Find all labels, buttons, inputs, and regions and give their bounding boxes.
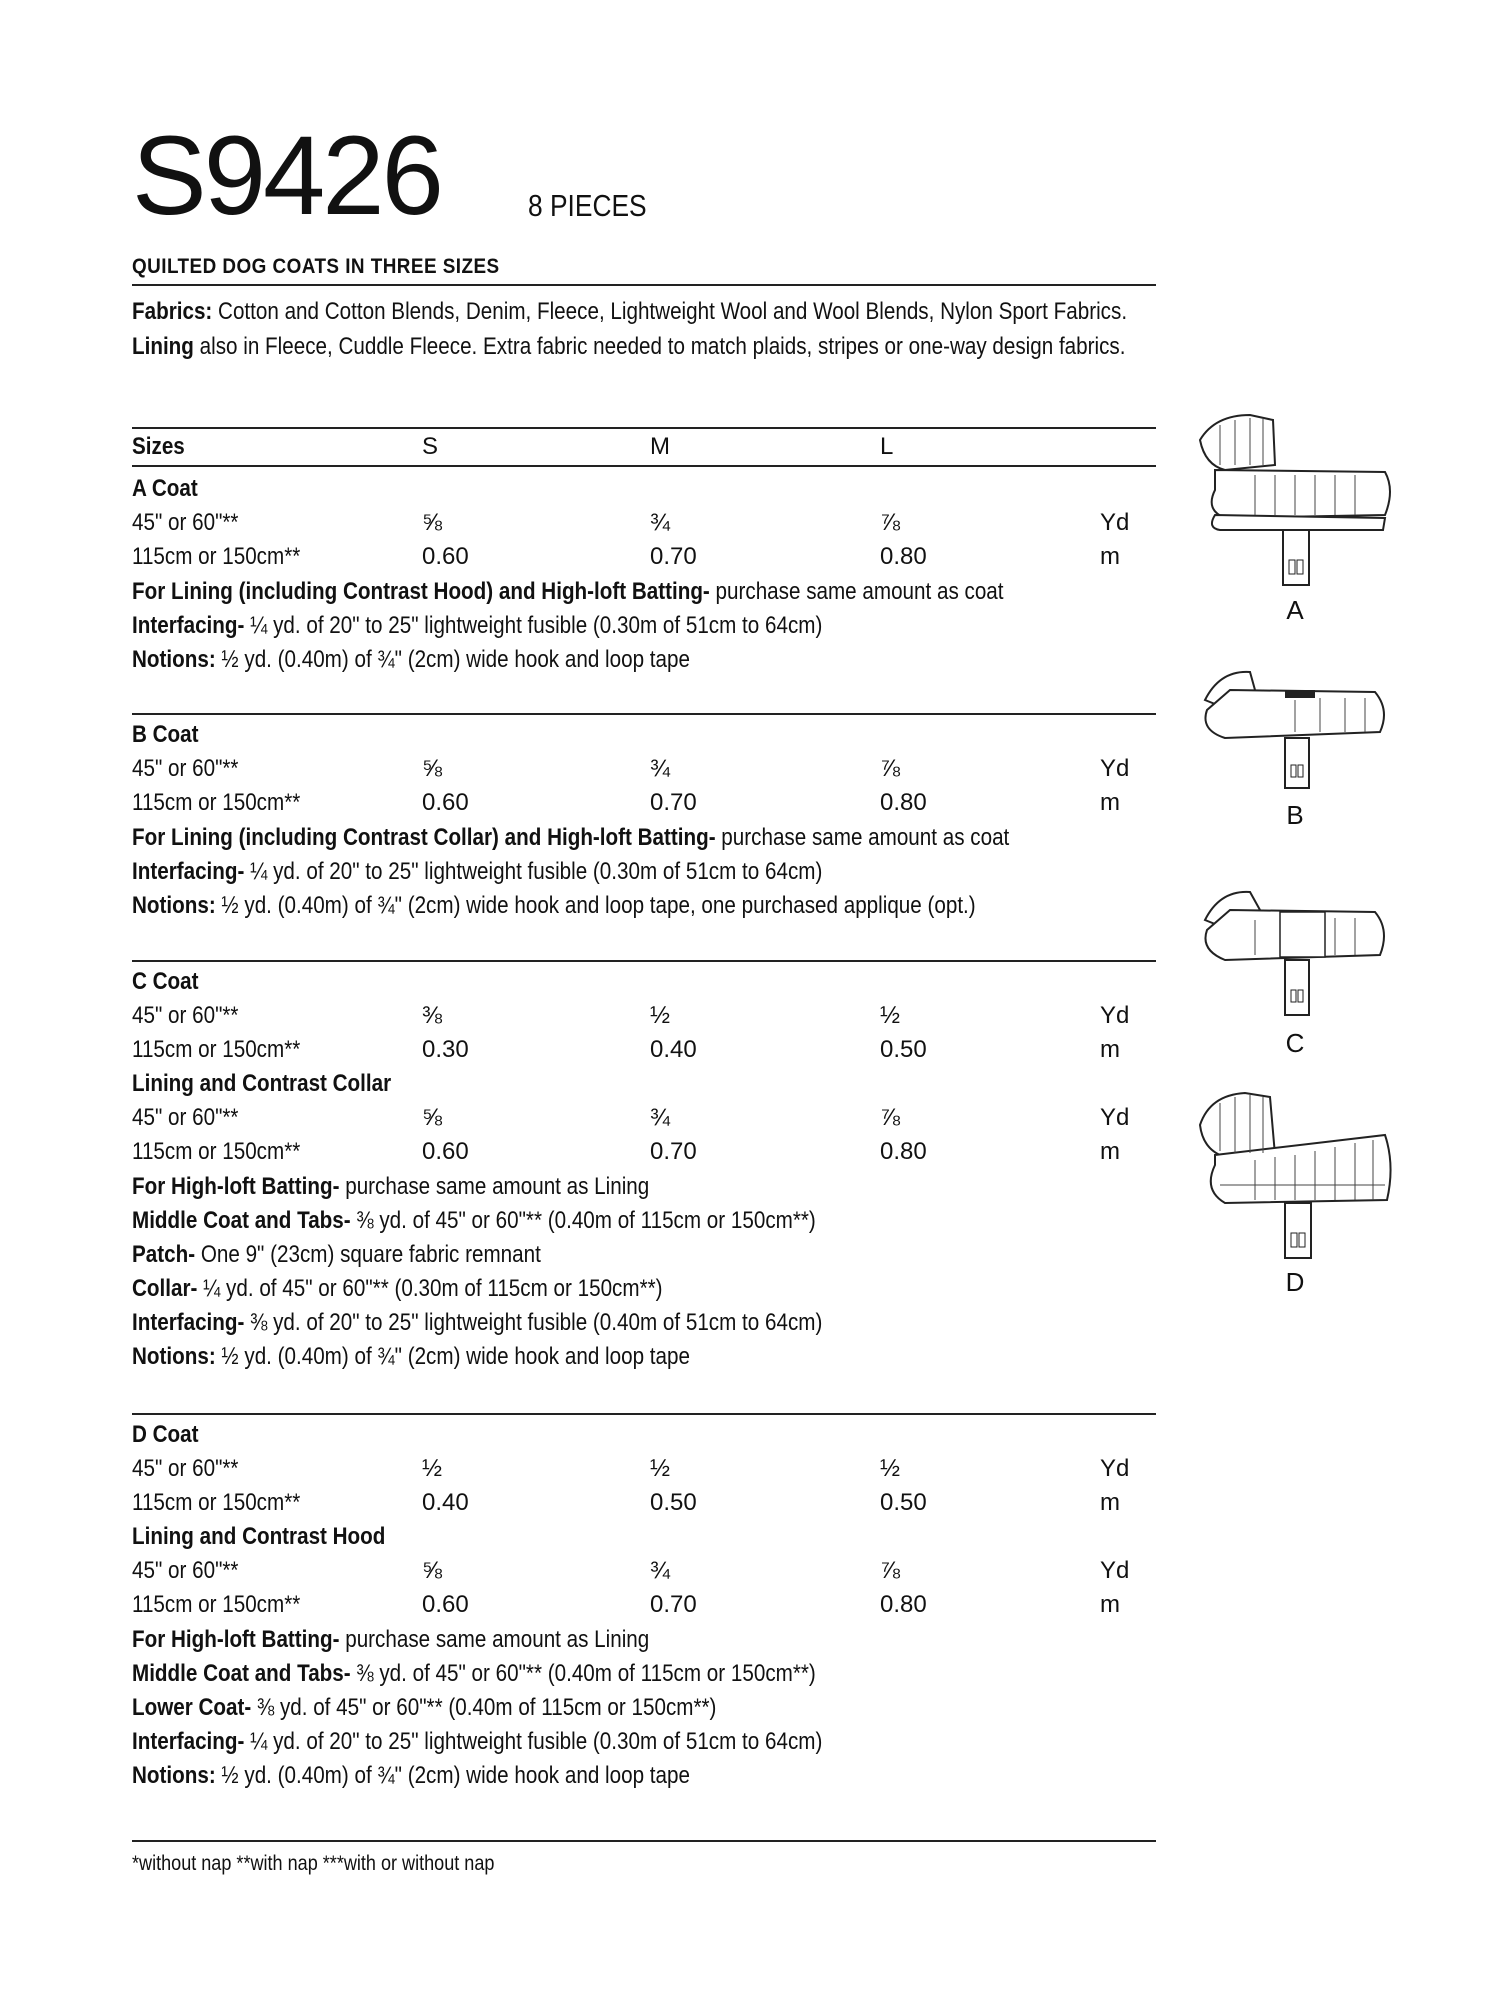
note-label: Middle Coat and Tabs- — [132, 1660, 351, 1687]
table-row — [132, 1488, 1156, 1518]
note-text: ¼ yd. of 20" to 25" lightweight fusible (0.30m of 51cm to 64cm) — [244, 858, 823, 885]
value-l: ½ — [880, 1455, 901, 1482]
row-label: 115cm or 150cm** — [132, 1489, 301, 1516]
subsection-title: Lining and Contrast Hood — [132, 1523, 386, 1550]
value-s: ⅝ — [422, 1557, 443, 1584]
unit: m — [1100, 1036, 1120, 1063]
note-label: For High-loft Batting- — [132, 1173, 340, 1200]
row-label: 45" or 60"** — [132, 1557, 239, 1584]
section-title: D Coat — [132, 1421, 199, 1448]
figure-label: A — [1286, 595, 1304, 625]
value-l: ⅞ — [880, 1557, 901, 1584]
fabrics-lining-text: also in Fleece, Cuddle Fleece. Extra fabric needed to match plaids, stripes or one-way design fabrics. — [193, 333, 1126, 360]
section-title: B Coat — [132, 721, 199, 748]
value-m: ½ — [650, 1002, 671, 1029]
collar-note — [132, 1274, 663, 1304]
note-label: Collar- — [132, 1275, 198, 1302]
table-row — [132, 1556, 1156, 1586]
row-label: 45" or 60"** — [132, 1104, 239, 1131]
row-label: 115cm or 150cm** — [132, 1036, 301, 1063]
sizes-label: Sizes — [132, 433, 185, 460]
row-label: 45" or 60"** — [132, 755, 239, 782]
value-l: ⅞ — [880, 509, 901, 536]
middle-coat-note — [132, 1206, 816, 1236]
value-s: ½ — [422, 1455, 443, 1482]
note-text: ⅜ yd. of 45" or 60"** (0.40m of 115cm or 150cm**) — [350, 1207, 816, 1234]
value-m: 0.40 — [650, 1036, 697, 1063]
value-l: 0.50 — [880, 1489, 927, 1516]
divider — [132, 960, 1156, 962]
unit: Yd — [1100, 509, 1130, 536]
interfacing-note — [132, 857, 822, 887]
value-s: 0.60 — [422, 543, 469, 570]
header — [132, 113, 647, 238]
divider — [132, 1840, 1156, 1842]
row-label: 115cm or 150cm** — [132, 1138, 301, 1165]
fabrics-label: Fabrics: — [132, 298, 213, 325]
note-label: For High-loft Batting- — [132, 1626, 340, 1653]
unit: Yd — [1100, 1104, 1130, 1131]
row-label: 45" or 60"** — [132, 1002, 239, 1029]
note-text: ½ yd. (0.40m) of ¾" (2cm) wide hook and loop tape — [215, 1343, 690, 1370]
value-s: 0.60 — [422, 1138, 469, 1165]
value-l: ½ — [880, 1002, 901, 1029]
note-label: For Lining (including Contrast Hood) and High-loft Batting- — [132, 578, 710, 605]
value-s: 0.60 — [422, 789, 469, 816]
divider — [132, 1413, 1156, 1415]
value-l: 0.80 — [880, 1591, 927, 1618]
unit: m — [1100, 1489, 1120, 1516]
lower-coat-note — [132, 1693, 716, 1723]
value-l: ⅞ — [880, 755, 901, 782]
value-s: ⅝ — [422, 1104, 443, 1131]
value-s: ⅜ — [422, 1002, 443, 1029]
interfacing-note — [132, 1727, 822, 1757]
table-row — [132, 1103, 1156, 1133]
lining-note — [132, 577, 1004, 607]
note-text: ¼ yd. of 45" or 60"** (0.30m of 115cm or 150cm**) — [197, 1275, 663, 1302]
row-label: 115cm or 150cm** — [132, 789, 301, 816]
batting-note — [132, 1625, 649, 1655]
sizes-header-row — [132, 432, 1156, 462]
table-row — [132, 1454, 1156, 1484]
interfacing-note — [132, 611, 822, 641]
value-l: ⅞ — [880, 1104, 901, 1131]
value-m: 0.70 — [650, 1591, 697, 1618]
pattern-number: S9426 — [132, 113, 441, 238]
value-m: 0.70 — [650, 543, 697, 570]
note-text: ½ yd. (0.40m) of ¾" (2cm) wide hook and loop tape — [215, 646, 690, 673]
value-m: ¾ — [650, 755, 671, 782]
note-text: ⅜ yd. of 45" or 60"** (0.40m of 115cm or 150cm**) — [251, 1694, 717, 1721]
note-text: ½ yd. (0.40m) of ¾" (2cm) wide hook and loop tape, one purchased applique (opt.) — [215, 892, 976, 919]
note-text: ¼ yd. of 20" to 25" lightweight fusible (0.30m of 51cm to 64cm) — [244, 612, 823, 639]
fabrics-text: Cotton and Cotton Blends, Denim, Fleece, Lightweight Wool and Wool Blends, Nylon Sport Fabrics. — [212, 298, 1128, 325]
value-m: 0.70 — [650, 1138, 697, 1165]
value-l: 0.80 — [880, 789, 927, 816]
value-s: ⅝ — [422, 509, 443, 536]
value-s: 0.30 — [422, 1036, 469, 1063]
note-label: Notions: — [132, 646, 216, 673]
row-label: 45" or 60"** — [132, 1455, 239, 1482]
note-label: Notions: — [132, 1343, 216, 1370]
value-s: 0.60 — [422, 1591, 469, 1618]
note-label: Interfacing- — [132, 858, 245, 885]
value-s: 0.40 — [422, 1489, 469, 1516]
note-label: Interfacing- — [132, 612, 245, 639]
unit: m — [1100, 789, 1120, 816]
note-text: ⅜ yd. of 20" to 25" lightweight fusible (0.40m of 51cm to 64cm) — [244, 1309, 823, 1336]
note-label: Interfacing- — [132, 1728, 245, 1755]
figure-d — [1195, 1085, 1395, 1297]
notions-note — [132, 1342, 690, 1372]
figure-label: C — [1285, 1028, 1305, 1058]
dog-coat-c-illustration — [1195, 880, 1395, 1020]
table-row — [132, 1590, 1156, 1620]
subsection-title: Lining and Contrast Collar — [132, 1070, 392, 1097]
note-text: ⅜ yd. of 45" or 60"** (0.40m of 115cm or 150cm**) — [350, 1660, 816, 1687]
figure-c — [1195, 880, 1395, 1058]
note-text: ½ yd. (0.40m) of ¾" (2cm) wide hook and loop tape — [215, 1762, 690, 1789]
unit: m — [1100, 543, 1120, 570]
notions-note — [132, 1761, 690, 1791]
interfacing-note — [132, 1308, 822, 1338]
dog-coat-d-illustration — [1195, 1085, 1395, 1265]
note-text: purchase same amount as coat — [715, 824, 1010, 851]
dog-coat-a-illustration — [1195, 410, 1395, 590]
divider — [132, 465, 1156, 467]
note-text: purchase same amount as Lining — [339, 1173, 650, 1200]
figure-label: B — [1286, 800, 1304, 830]
patch-note — [132, 1240, 541, 1270]
note-label: Lower Coat- — [132, 1694, 252, 1721]
pattern-subtitle: QUILTED DOG COATS IN THREE SIZES — [132, 255, 500, 278]
unit: Yd — [1100, 1455, 1130, 1482]
note-text: One 9" (23cm) square fabric remnant — [195, 1241, 541, 1268]
unit: Yd — [1100, 1557, 1130, 1584]
note-label: Notions: — [132, 1762, 216, 1789]
row-label: 115cm or 150cm** — [132, 543, 301, 570]
value-l: 0.50 — [880, 1036, 927, 1063]
note-text: purchase same amount as Lining — [339, 1626, 650, 1653]
table-row — [132, 754, 1156, 784]
note-label: Notions: — [132, 892, 216, 919]
value-m: ¾ — [650, 509, 671, 536]
unit: Yd — [1100, 1002, 1130, 1029]
note-label: For Lining (including Contrast Collar) and High-loft Batting- — [132, 824, 716, 851]
section-title: C Coat — [132, 968, 199, 995]
size-l: L — [880, 433, 894, 460]
note-text: ¼ yd. of 20" to 25" lightweight fusible (0.30m of 51cm to 64cm) — [244, 1728, 823, 1755]
unit: m — [1100, 1591, 1120, 1618]
figure-label: D — [1285, 1267, 1305, 1297]
notions-note — [132, 645, 690, 675]
value-m: ½ — [650, 1455, 671, 1482]
table-row — [132, 1137, 1156, 1167]
row-label: 45" or 60"** — [132, 509, 239, 536]
value-m: 0.70 — [650, 789, 697, 816]
table-row — [132, 542, 1156, 572]
size-s: S — [422, 433, 439, 460]
divider — [132, 284, 1156, 286]
pieces-count: 8 PIECES — [528, 188, 647, 223]
value-m: ¾ — [650, 1557, 671, 1584]
unit: Yd — [1100, 755, 1130, 782]
table-row — [132, 1001, 1156, 1031]
divider — [132, 713, 1156, 715]
notions-note — [132, 891, 976, 921]
value-l: 0.80 — [880, 543, 927, 570]
size-m: M — [650, 433, 670, 460]
note-text: purchase same amount as coat — [709, 578, 1004, 605]
table-row — [132, 508, 1156, 538]
table-row — [132, 788, 1156, 818]
value-l: 0.80 — [880, 1138, 927, 1165]
value-m: 0.50 — [650, 1489, 697, 1516]
unit: m — [1100, 1138, 1120, 1165]
row-label: 115cm or 150cm** — [132, 1591, 301, 1618]
value-s: ⅝ — [422, 755, 443, 782]
dog-coat-b-illustration — [1195, 660, 1395, 790]
section-title: A Coat — [132, 475, 198, 502]
lining-label: Lining — [132, 333, 194, 360]
footnote: *without nap **with nap ***with or without nap — [132, 1852, 495, 1875]
figure-a — [1195, 410, 1395, 625]
middle-coat-note — [132, 1659, 816, 1689]
value-m: ¾ — [650, 1104, 671, 1131]
batting-note — [132, 1172, 649, 1202]
note-label: Middle Coat and Tabs- — [132, 1207, 351, 1234]
table-row — [132, 1035, 1156, 1065]
fabrics-paragraph — [132, 294, 1155, 364]
figure-b — [1195, 660, 1395, 830]
note-label: Patch- — [132, 1241, 196, 1268]
divider — [132, 427, 1156, 429]
note-label: Interfacing- — [132, 1309, 245, 1336]
lining-note — [132, 823, 1009, 853]
